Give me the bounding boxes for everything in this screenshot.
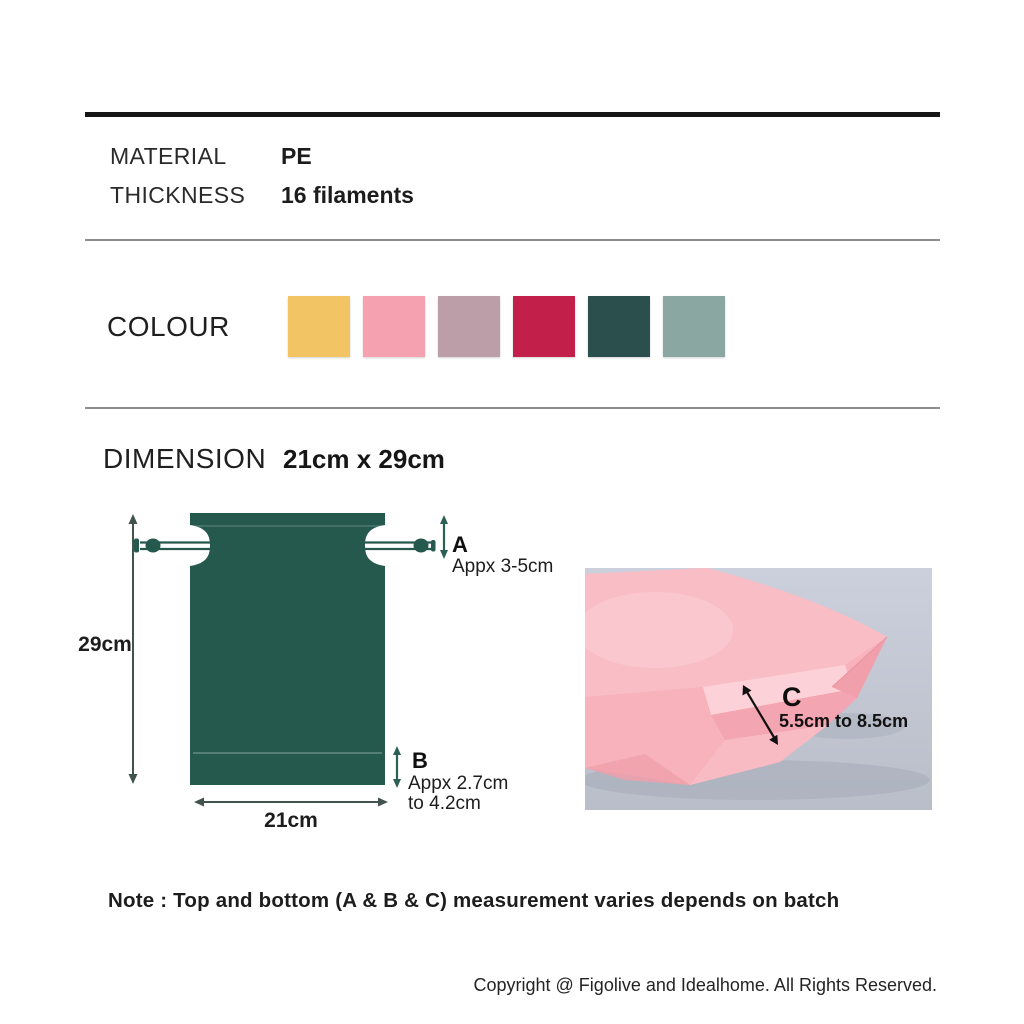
top-gusset-value: Appx 3-5cm	[452, 556, 554, 577]
top-gusset-letter: A	[452, 532, 468, 557]
bag-dimension-diagram	[60, 495, 560, 865]
bottom-gusset-value-line2: to 4.2cm	[408, 793, 481, 814]
colour-swatch-row	[288, 296, 725, 357]
bag-photo	[585, 568, 932, 810]
side-gusset-value: 5.5cm to 8.5cm	[779, 711, 909, 731]
colour-swatch-dark-teal	[588, 296, 650, 357]
side-gusset-letter: C	[782, 682, 802, 712]
bottom-gusset-value-line1: Appx 2.7cm	[408, 773, 509, 794]
width-measure-label: 21cm	[264, 809, 318, 832]
bottom-gusset-arrow	[393, 746, 401, 788]
thickness-value: 16 filaments	[281, 182, 414, 208]
bottom-gusset-letter: B	[412, 748, 428, 773]
colour-swatch-crimson-red	[513, 296, 575, 357]
height-measure-label: 29cm	[78, 633, 132, 656]
bag-shape	[190, 513, 385, 785]
colour-swatch-mustard-yellow	[288, 296, 350, 357]
top-divider	[85, 112, 940, 117]
top-gusset-arrow	[440, 515, 448, 559]
material-label: MATERIAL	[110, 143, 227, 169]
dimension-value: 21cm x 29cm	[283, 444, 445, 474]
dimension-label: DIMENSION	[103, 443, 267, 474]
colour-swatch-dusty-mauve	[438, 296, 500, 357]
thickness-label: THICKNESS	[110, 182, 246, 208]
divider-dimension-section	[85, 407, 940, 409]
material-value: PE	[281, 143, 312, 169]
batch-note: Note : Top and bottom (A & B & C) measurement varies depends on batch	[108, 889, 840, 912]
divider-colour-section	[85, 239, 940, 241]
width-arrow	[194, 798, 388, 807]
copyright-text: Copyright @ Figolive and Idealhome. All Rights Reserved.	[473, 975, 937, 995]
colour-swatch-pink	[363, 296, 425, 357]
colour-label: COLOUR	[107, 311, 230, 342]
colour-swatch-sage-green	[663, 296, 725, 357]
